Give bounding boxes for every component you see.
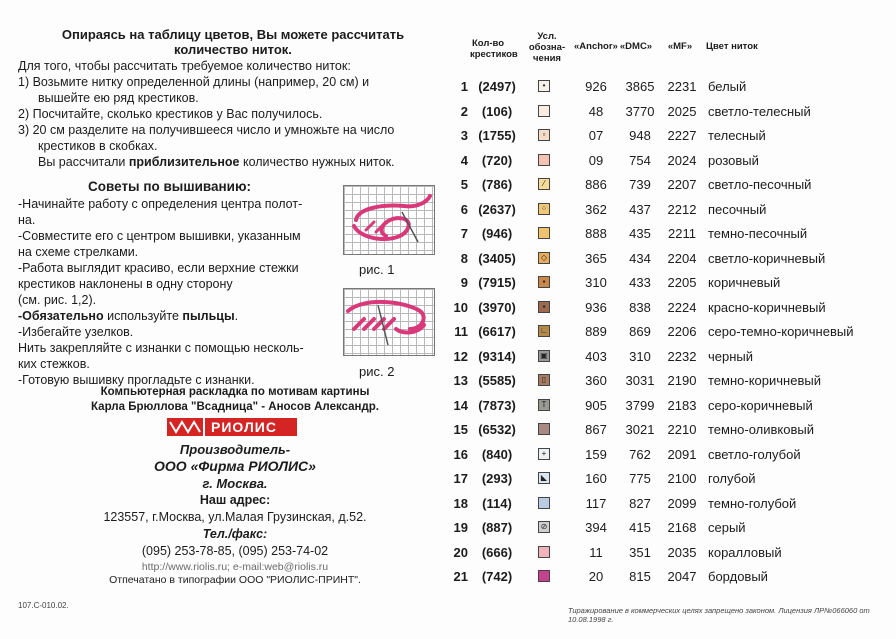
tip-line: ких стежков. [18, 357, 90, 371]
symbol-glyph [539, 571, 549, 581]
thread-row [440, 271, 890, 295]
color-name: серо-темно-коричневый [708, 324, 854, 339]
tip-line: крестиков наклонены в одну сторону [18, 277, 233, 291]
cross-count: (786) [481, 177, 513, 192]
thread-row [440, 541, 890, 565]
mf-code: 2205 [667, 275, 697, 290]
symbol-glyph: ▪ [542, 277, 546, 286]
dmc-code: 815 [629, 569, 651, 584]
figure-1-caption: рис. 1 [359, 262, 395, 277]
cross-count: (840) [481, 446, 513, 462]
stitch-figure-1 [343, 185, 435, 255]
stitch-figure-2 [343, 288, 435, 356]
color-swatch-icon [538, 276, 550, 288]
dmc-code: 3770 [625, 103, 655, 119]
col-header-color-name: Цвет ниток [706, 41, 758, 52]
color-name: розовый [708, 152, 759, 168]
license-note: Тиражирование в коммерческих целях запрещено законом. Лицензия ЛР№066060 от 10.08.1998 г. [568, 606, 870, 624]
color-swatch-icon [538, 301, 550, 313]
dmc-code: 762 [629, 446, 651, 462]
intro-title: Опираясь на таблицу цветов, Вы можете рассчитать количество ниток. [61, 27, 405, 57]
cross-count: (3405) [478, 250, 516, 266]
color-name: светло-песочный [708, 177, 812, 192]
tip-line: -Готовую вышивку прогладьте с изнанки. [18, 373, 255, 387]
thread-row [440, 492, 890, 516]
col-header-mf: «MF» [667, 41, 693, 52]
dmc-code: 434 [629, 250, 651, 266]
dmc-code: 435 [629, 226, 651, 241]
color-name: коралловый [708, 544, 782, 560]
thread-number: 9 [460, 275, 468, 290]
thread-row [440, 222, 890, 246]
tips-title: Советы по вышиванию: [88, 179, 251, 194]
intro-result [18, 154, 438, 170]
color-swatch-icon [538, 178, 550, 190]
thread-number: 5 [460, 177, 468, 192]
thread-number: 2 [460, 103, 468, 119]
col-header-symbol [524, 31, 570, 64]
mf-code: 2035 [667, 544, 697, 560]
mf-code: 2190 [667, 373, 697, 388]
cross-count: (742) [481, 569, 513, 584]
tip-line: Нить закрепляйте с изнанки с помощью несколь- [18, 341, 304, 355]
cross-count: (106) [481, 103, 513, 119]
thread-number: 21 [453, 569, 468, 584]
anchor-code: 310 [585, 275, 607, 290]
color-name: темно-оливковый [708, 422, 814, 437]
color-name: светло-телесный [708, 103, 811, 119]
cross-count: (7915) [478, 275, 516, 290]
symbol-glyph: ▫ [542, 130, 546, 139]
tip-line: -Избегайте узелков. [18, 325, 134, 339]
intro-result-prefix: Вы рассчитали [38, 155, 129, 169]
mf-code: 2232 [667, 348, 697, 364]
dmc-code: 310 [629, 348, 651, 364]
mf-code: 2212 [667, 201, 697, 217]
intro-result-bold: приблизительное [128, 155, 240, 169]
thread-row [440, 124, 890, 148]
riolis-logo [167, 418, 297, 436]
color-name: серый [708, 520, 746, 535]
thread-row [440, 418, 890, 442]
thread-number: 14 [453, 397, 468, 413]
anchor-code: 362 [585, 201, 607, 217]
intro-line: 1) Возьмите нитку определенной длины (например, 20 см) и [18, 75, 370, 89]
anchor-code: 360 [585, 373, 607, 388]
symbol-glyph [539, 424, 549, 434]
anchor-code: 936 [585, 299, 607, 315]
dmc-code: 775 [629, 471, 651, 486]
printed-by: Отпечатано в типографии ООО "РИОЛИС-ПРИНТ". [109, 574, 361, 586]
credit-line: Карла Брюллова "Всадница" - Аносов Александр. [91, 401, 379, 413]
thread-row [440, 247, 890, 271]
thread-row [440, 467, 890, 491]
tip-line: на. [18, 213, 36, 227]
anchor-code: 926 [585, 79, 607, 94]
cross-count: (2497) [478, 79, 516, 94]
cross-count: (3970) [478, 299, 516, 315]
intro-line: вышейте ею ряд крестиков. [38, 91, 199, 105]
dmc-code: 3865 [625, 79, 655, 94]
thread-number: 8 [460, 250, 468, 266]
color-swatch-icon [538, 472, 550, 484]
col-header-symbol-2: обозна- [528, 42, 566, 53]
cross-count: (293) [481, 471, 513, 486]
thread-row [440, 345, 890, 369]
producer-block [60, 441, 410, 492]
mf-code: 2047 [667, 569, 697, 584]
cross-count: (2637) [478, 201, 516, 217]
dmc-code: 3031 [625, 373, 655, 388]
phone-numbers: (095) 253-78-85, (095) 253-74-02 [141, 544, 329, 558]
dmc-code: 827 [629, 495, 651, 511]
anchor-code: 48 [588, 103, 604, 119]
color-swatch-icon [538, 325, 550, 337]
dmc-code: 433 [629, 275, 651, 290]
col-header-count-1: Кол-во [471, 38, 505, 49]
color-name: темно-песочный [708, 226, 808, 241]
color-name: коричневый [708, 275, 781, 290]
thread-row [440, 173, 890, 197]
color-swatch-icon [538, 252, 550, 264]
thread-number: 1 [460, 79, 468, 94]
color-swatch-icon [538, 546, 550, 558]
intro-line: крестиков в скобках. [38, 139, 158, 153]
mf-code: 2025 [667, 103, 697, 119]
tip-line: -Начинайте работу с определения центра полот- [18, 197, 303, 211]
mf-code: 2210 [667, 422, 697, 437]
color-swatch-icon [538, 129, 550, 141]
symbol-glyph: ◣ [540, 473, 548, 482]
color-swatch-icon [538, 80, 550, 92]
col-header-symbol-1: Усл. [537, 31, 557, 42]
symbol-glyph: ▣ [540, 350, 548, 360]
color-swatch-icon [538, 105, 550, 117]
color-name: песочный [708, 201, 767, 217]
thread-row [440, 443, 890, 467]
symbol-glyph: ⊘ [540, 522, 548, 531]
anchor-code: 11 [589, 544, 603, 560]
dmc-code: 739 [629, 177, 651, 192]
tip-must-end: . [234, 309, 239, 323]
address-heading: Наш адрес: [199, 493, 271, 507]
symbol-glyph [539, 106, 549, 116]
dmc-code: 838 [629, 299, 651, 315]
dmc-code: 3021 [625, 422, 655, 437]
dmc-code: 869 [629, 324, 651, 339]
logo-text: РИОЛИС [211, 419, 277, 435]
anchor-code: 117 [585, 495, 607, 511]
mf-code: 2227 [667, 128, 697, 143]
tip-line: -Работа выглядит красиво, если верхние стежки [18, 261, 299, 275]
color-name: темно-голубой [708, 495, 797, 511]
color-swatch-icon [538, 203, 550, 215]
thread-row [440, 394, 890, 418]
mf-code: 2231 [667, 79, 697, 94]
anchor-code: 394 [585, 520, 607, 535]
symbol-glyph [539, 155, 549, 165]
anchor-code: 403 [585, 348, 607, 364]
mf-code: 2211 [668, 226, 696, 241]
dmc-code: 437 [629, 201, 651, 217]
tip-line: (см. рис. 1,2). [18, 293, 97, 307]
thread-number: 13 [453, 373, 468, 388]
color-name: белый [708, 79, 747, 94]
mf-code: 2099 [667, 495, 697, 511]
cross-count: (720) [481, 152, 513, 168]
color-swatch-icon [538, 423, 550, 435]
thread-number: 3 [460, 128, 468, 143]
thread-row [440, 75, 890, 99]
credit-line: Компьютерная раскладка по мотивам картины [100, 386, 370, 398]
tip-must-mid: используйте [103, 309, 183, 323]
symbol-glyph [539, 228, 549, 238]
thread-number: 18 [453, 495, 468, 511]
symbol-glyph: ◇ [540, 252, 548, 262]
symbol-glyph: T [541, 399, 547, 409]
color-name: телесный [708, 128, 766, 143]
color-swatch-icon [538, 521, 550, 533]
anchor-code: 905 [585, 397, 607, 413]
symbol-glyph [539, 498, 549, 508]
anchor-code: 888 [585, 226, 607, 241]
color-swatch-icon [538, 374, 550, 386]
cross-count: (666) [481, 544, 513, 560]
symbol-glyph: ∟ [540, 326, 548, 335]
address-street: 123557, г.Москва, ул.Малая Грузинская, д.52. [103, 510, 367, 524]
intro-line: 3) 20 см разделите на получившееся число и умножьте на число [18, 123, 395, 137]
thread-number: 12 [453, 348, 468, 364]
phone-heading: Тел./факс: [202, 527, 268, 541]
symbol-glyph: • [542, 81, 546, 90]
mf-code: 2206 [667, 324, 697, 339]
mf-code: 2100 [667, 471, 697, 486]
anchor-code: 160 [585, 471, 607, 486]
symbol-glyph: + [541, 448, 547, 458]
thread-row [440, 516, 890, 540]
mf-code: 2224 [667, 299, 697, 315]
cross-count: (9314) [478, 348, 516, 364]
color-name: светло-коричневый [708, 250, 826, 266]
col-header-anchor: «Anchor» [574, 41, 618, 52]
symbol-glyph: ⁘ [540, 203, 548, 213]
mf-code: 2168 [667, 520, 697, 535]
color-name: голубой [708, 471, 756, 486]
dmc-code: 415 [629, 520, 651, 535]
col-header-symbol-3: чения [533, 53, 561, 64]
anchor-code: 09 [588, 152, 604, 168]
color-name: светло-голубой [708, 446, 801, 462]
mf-code: 2204 [667, 250, 697, 266]
cross-count: (6617) [478, 324, 516, 339]
thread-number: 16 [453, 446, 468, 462]
symbol-glyph [539, 547, 549, 557]
color-name: серо-коричневый [708, 397, 813, 413]
thread-row [440, 100, 890, 124]
cross-count: (6532) [478, 422, 516, 437]
web-contacts[interactable]: http://www.riolis.ru; e-mail:web@riolis.ru [141, 561, 329, 573]
thread-number: 15 [453, 422, 468, 437]
color-swatch-icon [538, 350, 550, 362]
anchor-code: 20 [588, 569, 604, 584]
tip-hoop-line [18, 308, 330, 324]
stitch-loop-icon [344, 186, 434, 254]
col-header-count-2: крестиков [470, 49, 518, 60]
cross-count: (887) [481, 520, 513, 535]
thread-number: 17 [453, 471, 468, 486]
cross-count: (114) [482, 495, 512, 511]
dmc-code: 3799 [625, 397, 655, 413]
thread-number: 4 [460, 152, 468, 168]
anchor-code: 886 [585, 177, 607, 192]
cross-count: (946) [481, 226, 513, 241]
tip-line: -Совместите его с центром вышивки, указанным [18, 229, 301, 243]
layout-credit [40, 385, 430, 415]
producer-name: ООО «Фирма РИОЛИС» [154, 458, 316, 474]
anchor-code: 07 [588, 128, 604, 143]
cross-count: (5585) [478, 373, 516, 388]
dmc-code: 754 [629, 152, 651, 168]
symbol-glyph: ▪ [542, 301, 546, 311]
mf-code: 2183 [667, 397, 697, 413]
thread-number: 6 [460, 201, 468, 217]
intro-line: Для того, чтобы рассчитать требуемое количество ниток: [18, 59, 351, 73]
tips-list [18, 196, 330, 388]
dmc-code: 948 [629, 128, 651, 143]
anchor-code: 159 [585, 446, 607, 462]
tip-hoop: пыльцы [182, 309, 235, 323]
col-header-dmc: «DMC» [619, 41, 653, 52]
cross-count: (1755) [478, 128, 516, 143]
anchor-code: 889 [585, 324, 607, 339]
thread-row [440, 320, 890, 344]
mf-code: 2024 [667, 152, 697, 168]
anchor-code: 867 [585, 422, 607, 437]
mf-code: 2207 [667, 177, 697, 192]
thread-number: 7 [460, 226, 468, 241]
thread-row [440, 296, 890, 320]
color-name: бордовый [708, 569, 768, 584]
tip-line: на схеме стрелками. [18, 245, 139, 259]
address-block [60, 492, 410, 560]
cross-count: (7873) [478, 397, 516, 413]
intro-line: 2) Посчитайте, сколько крестиков у Вас получилось. [18, 107, 323, 121]
tip-must: -Обязательно [18, 309, 104, 323]
color-swatch-icon [538, 497, 550, 509]
symbol-glyph: ▯ [541, 375, 547, 384]
color-name: черный [708, 348, 754, 364]
producer-line: Производитель- [179, 442, 291, 457]
col-header-count [470, 38, 518, 60]
thread-number: 19 [453, 520, 468, 535]
color-swatch-icon [538, 154, 550, 166]
figure-2-caption: рис. 2 [359, 364, 395, 379]
thread-number: 20 [453, 544, 468, 560]
color-name: темно-коричневый [708, 373, 821, 388]
color-swatch-icon [538, 399, 550, 411]
color-swatch-icon [538, 570, 550, 582]
thread-row [440, 369, 890, 393]
thread-row [440, 565, 890, 589]
thread-row [440, 198, 890, 222]
producer-city: г. Москва. [202, 476, 268, 491]
intro-result-suffix: количество нужных ниток. [239, 155, 395, 169]
stitch-row-icon [344, 289, 434, 355]
symbol-glyph: ⁄ [543, 179, 545, 188]
mf-code: 2091 [667, 446, 697, 462]
anchor-code: 365 [585, 250, 607, 266]
thread-row [440, 149, 890, 173]
thread-number: 10 [453, 299, 468, 315]
dmc-code: 351 [629, 544, 651, 560]
color-name: красно-коричневый [708, 299, 826, 315]
thread-number: 11 [454, 324, 468, 339]
color-swatch-icon [538, 448, 550, 460]
intro-instructions [18, 58, 438, 170]
catalog-code: 107.С-010.02. [18, 601, 69, 610]
color-swatch-icon [538, 227, 550, 239]
